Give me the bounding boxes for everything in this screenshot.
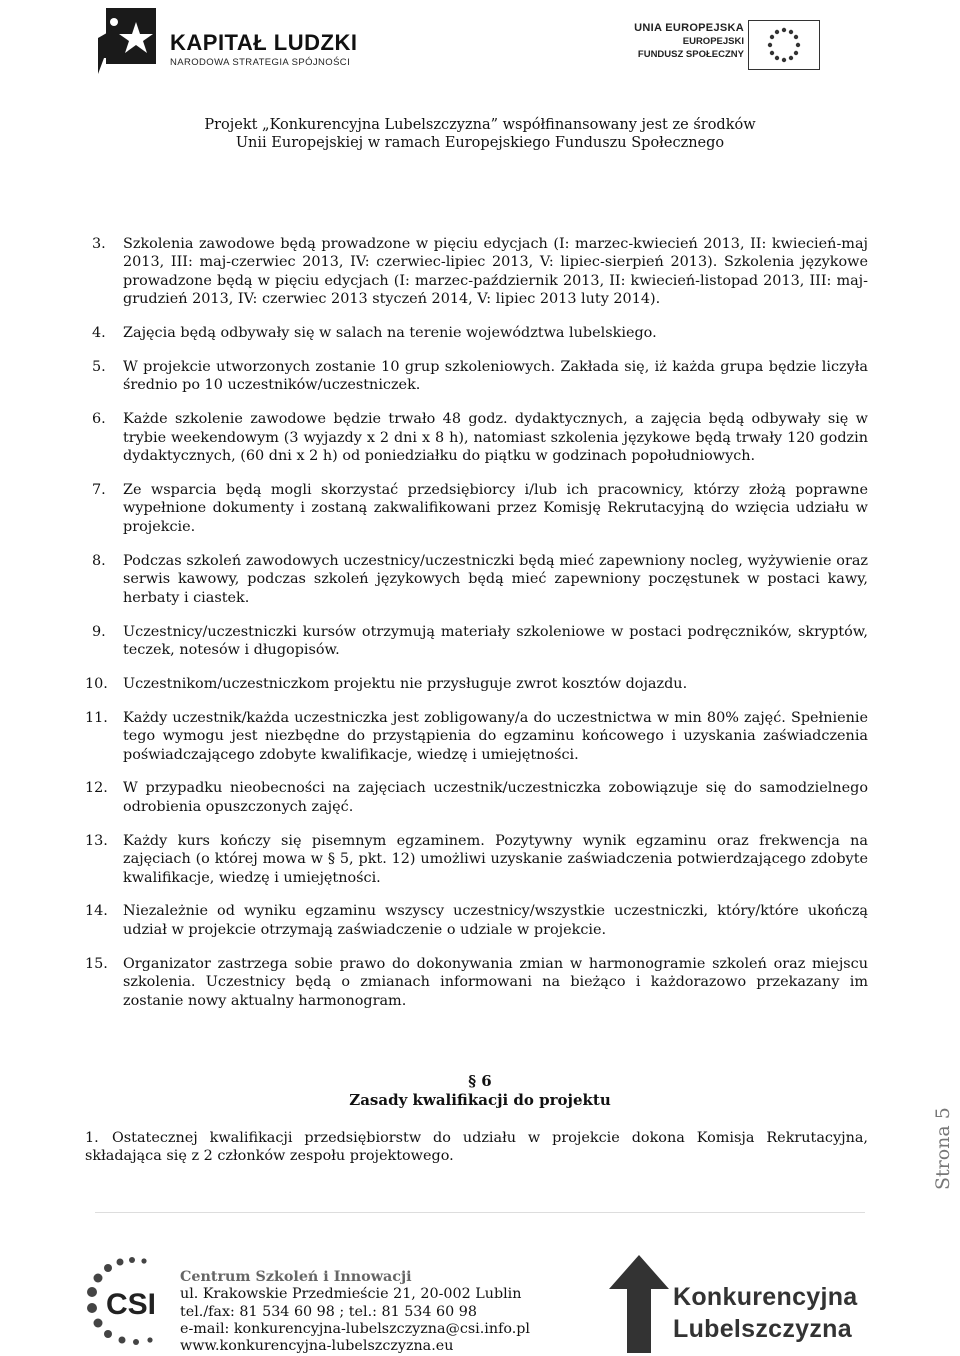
- list-item: [85, 235, 868, 309]
- kapital-ludzki-title: KAPITAŁ LUDZKI: [170, 30, 358, 55]
- list-item-text: Podczas szkoleń zawodowych uczestnicy/uczestniczki będą mieć zapewniony nocleg, wyżywienie oraz serwis kawowy, podczas szkoleń językowych będą mieć zapewniony poczęstunek w postaci kawy, herbaty i ciastek.: [123, 552, 868, 606]
- brand-line2: Lubelszczyzna: [673, 1315, 852, 1343]
- footer-org: Centrum Szkoleń i Innowacji: [180, 1269, 412, 1285]
- list-item-number: 7.: [92, 482, 106, 499]
- section-item-text: Ostatecznej kwalifikacji przedsiębiorstw do udziału w projekcie dokona Komisja Rekrutacyjna, składająca się z 2 członków zespołu projektowego.: [85, 1130, 868, 1165]
- list-item-text: Niezależnie od wyniku egzaminu wszyscy uczestnicy/wszystkie uczestniczki, który/które ukończą udział w projekcie otrzymają zaświadczenie o udziale w projekcie.: [123, 903, 868, 938]
- list-item-text: Uczestnikom/uczestniczkom projektu nie przysługuje zwrot kosztów dojazdu.: [123, 675, 688, 692]
- csi-logo-text: CSI: [106, 1288, 157, 1321]
- list-item-number: 6.: [92, 411, 106, 428]
- list-item-number: 9.: [92, 623, 106, 640]
- list-item: [85, 832, 868, 887]
- section-number: § 6: [468, 1072, 492, 1090]
- list-item: [85, 358, 868, 395]
- eu-logo: [620, 20, 840, 72]
- section-title: Zasady kwalifikacji do projektu: [349, 1091, 611, 1109]
- list-item-number: 11.: [85, 709, 108, 726]
- list-item-number: 3.: [92, 236, 106, 252]
- list-item-number: 4.: [92, 325, 106, 342]
- list-item: [85, 623, 868, 660]
- list-item-text: Szkolenia zawodowe będą prowadzone w pięciu edycjach (I: marzec-kwiecień 2013, II: kwiecień-maj 2013, III: maj-czerwiec 2013, IV: czerwiec-lipiec 2013, V: lipiec-sierpień 2013). Szkolenia językowe prowadzone będą w pięciu edycjach (I: marzec-październik 2013, II: kwiecień-listopad 2013, III: maj-grudzień 2013, IV: czerwiec 2013 styczeń 2014, V: lipiec 2013 luty 2014).: [123, 236, 868, 308]
- footer-contact: [180, 1269, 530, 1355]
- regulations-list: [85, 235, 868, 1026]
- list-item: [85, 324, 868, 342]
- project-info-line1: Projekt „Konkurencyjna Lubelszczyzna” współfinansowany jest ze środków: [204, 117, 756, 133]
- list-item: [85, 410, 868, 465]
- list-item-number: 15.: [85, 955, 108, 972]
- list-item: [85, 552, 868, 607]
- list-item: [85, 675, 868, 693]
- list-item-text: Uczestnicy/uczestniczki kursów otrzymują materiały szkoleniowe w postaci podręczników, skryptów, teczek, notesów i długopisów.: [123, 623, 868, 658]
- list-item-text: W przypadku nieobecności na zajęciach uczestnik/uczestniczka zobowiązuje się do samodzielnego odrobienia opuszczonych zajęć.: [123, 780, 868, 815]
- list-item-text: Każde szkolenie zawodowe będzie trwało 48 godz. dydaktycznych, a zajęcia będą odbywały się w trybie weekendowym (3 wyjazdy x 2 dni x 8 h), natomiast szkolenia językowe będą trwały 120 godzin dydaktycznych, (60 dni x 2 h) od poniedziałku do piątku w godzinach popołudniowych.: [123, 411, 868, 465]
- eu-flag-icon: [748, 20, 820, 70]
- footer-address: ul. Krakowskie Przedmieście 21, 20-002 Lublin: [180, 1286, 522, 1303]
- brand-line1: Konkurencyjna: [673, 1283, 858, 1311]
- list-item-number: 8.: [92, 552, 106, 569]
- list-item-number: 10.: [85, 675, 108, 692]
- kapital-ludzki-star-icon: [98, 8, 160, 74]
- list-item: [85, 955, 868, 1010]
- footer-email[interactable]: e-mail: konkurencyjna-lubelszczyzna@csi.info.pl: [180, 1320, 530, 1337]
- list-item-text: Zajęcia będą odbywały się w salach na terenie województwa lubelskiego.: [123, 325, 657, 342]
- footer-divider: [95, 1212, 865, 1213]
- eu-logo-line1: UNIA EUROPEJSKA: [634, 22, 744, 34]
- list-item: [85, 779, 868, 816]
- section-item: [85, 1129, 868, 1166]
- csi-logo-icon: [78, 1248, 178, 1348]
- list-item-text: Organizator zastrzega sobie prawo do dokonywania zmian w harmonogramie szkoleń oraz miejscu szkolenia. Uczestnicy będą o zmianach informowani na bieżąco i każdorazowo przekazany im zostanie nowy aktualny harmonogram.: [123, 955, 868, 1009]
- list-item-number: 5.: [92, 359, 106, 376]
- list-item-text: Każdy kurs kończy się pisemnym egzaminem. Pozytywny wynik egzaminu oraz frekwencja na zajęciach (o której mowa w § 5, pkt. 12) umożliwi uzyskanie zaświadczenia potwierdzającego zdobyte kwalifikacje, wiedzę i umiejętności.: [123, 832, 868, 886]
- list-item: [85, 481, 868, 536]
- section-item-number: 1.: [85, 1130, 99, 1146]
- konkurencyjna-lubelszczyzna-logo: [607, 1255, 872, 1353]
- list-item-text: Ze wsparcia będą mogli skorzystać przedsiębiorcy i/lub ich pracownicy, którzy złożą poprawne wypełnione dokumenty i zostaną zakwalifikowani przez Komisję Rekrutacyjną do wzięcia udziału w projekcie.: [123, 482, 868, 535]
- eu-logo-text: [634, 22, 744, 61]
- eu-logo-line2: EUROPEJSKI: [682, 36, 744, 47]
- list-item-number: 13.: [85, 832, 108, 849]
- list-item-text: Każdy uczestnik/każda uczestniczka jest zobligowany/a do uczestnictwa w min 80% zajęć. Spełnienie tego wymogu jest niezbędne do przystąpienia do egzaminu końcowego i uzyskania zaświadczenia poświadczającego zdobyte kwalifikacje, wiedzę i umiejętności.: [123, 709, 868, 763]
- list-item-number: 14.: [85, 903, 108, 920]
- page-number: Strona 5: [932, 1107, 954, 1190]
- eu-logo-line3: FUNDUSZ SPOŁECZNY: [637, 49, 744, 60]
- kapital-ludzki-subtitle: NARODOWA STRATEGIA SPÓJNOŚCI: [170, 57, 351, 68]
- arrow-up-icon: [607, 1255, 671, 1353]
- list-item-number: 12.: [85, 780, 108, 797]
- list-item-text: W projekcie utworzonych zostanie 10 grup szkoleniowych. Zakłada się, iż każda grupa będzie liczyła średnio po 10 uczestników/uczestniczek.: [123, 359, 868, 394]
- project-info-line2: Unii Europejskiej w ramach Europejskiego Funduszu Społecznego: [235, 135, 725, 151]
- kapital-ludzki-logo: [98, 8, 368, 74]
- list-item: [85, 709, 868, 764]
- footer-www[interactable]: www.konkurencyjna-lubelszczyzna.eu: [180, 1338, 454, 1355]
- footer-phone: tel./fax: 81 534 60 98 ; tel.: 81 534 60 98: [180, 1303, 477, 1320]
- list-item: [85, 902, 868, 939]
